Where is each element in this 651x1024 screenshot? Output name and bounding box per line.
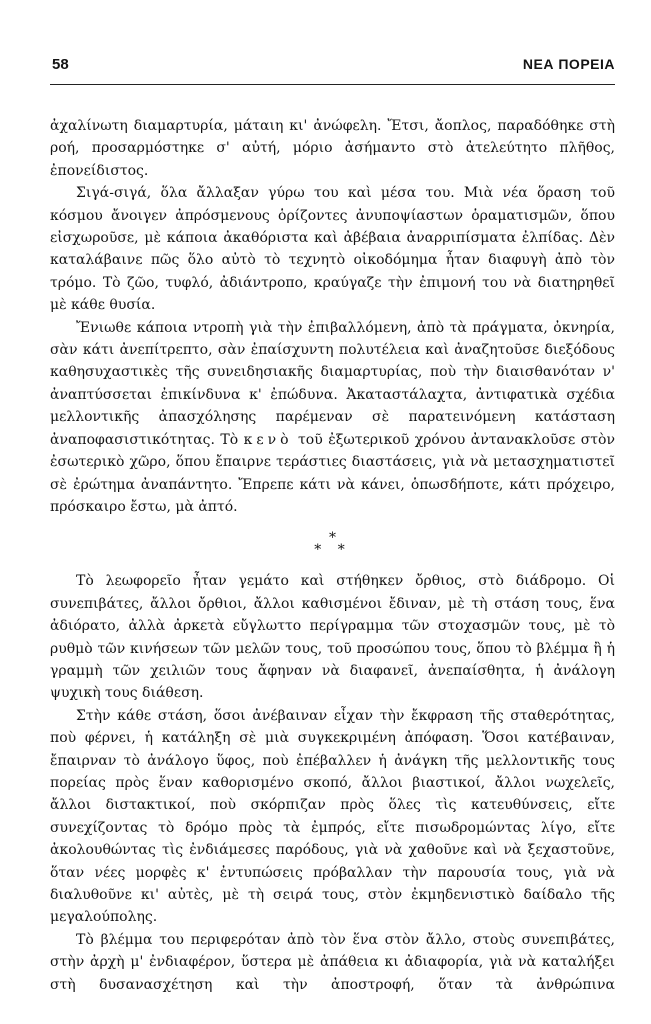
section-break	[50, 530, 615, 559]
paragraph-text: Ἔνιωθε κάποια ντροπὴ γιὰ τὴν ἐπιβαλλόμενη, ἀπὸ τὰ πράγματα, ὀκνηρία, σὰν κάτι ἀνεπίτρεπτο, σὰν ἐπαίσχυντη πολυτέλεια καὶ ἀναζητοῦσε διεξόδους καθησυχαστικὲς τῆς συνειδησιακῆς διαμαρτυρίας, ποὺ τὴν διαισθανόταν ν' ἀναπτύσσεται ἐπικίνδυνα κ' ἐπώδυνα. Ἀκαταστάλαχτα, ἀντιφατικὰ σχέδια μελλοντικῆς ἀπασχόλησης παρέμεναν σὲ παρατεινόμενη κατάσταση ἀναποφασιστικότητας. Τὸ	[50, 319, 615, 448]
paragraph	[50, 115, 615, 182]
paragraph	[50, 182, 615, 316]
paragraph-text: Τὸ λεωφορεῖο ἦταν γεμάτο καὶ στήθηκεν ὄρθιος, στὸ διάδρομο. Οἱ συνεπιβάτες, ἄλλοι ὄρθιοι, ἄλλοι καθισμένοι ἔδιναν, μὲ τὴ στάση τους, ἕνα ἀδιόρατο, ἀλλὰ ἀρκετὰ εὔγλωττο περίγραμμα τῶν στοχασμῶν τους, μὲ τὸ ρυθμὸ τῶν κινήσεων τῶν μελῶν τους, τοῦ προσώπου τους, ὅπου τὸ βλέμμα ἢ ἡ γραμμὴ τῶν χειλιῶν τους ἄφηναν νὰ διαφανεῖ, ἀνεπαίσθητα, ἡ ἀνάλογη ψυχικὴ τους διάθεση.	[50, 573, 615, 702]
paragraph-text: Σιγά-σιγά, ὅλα ἄλλαξαν γύρω του καὶ μέσα του. Μιὰ νέα ὅραση τοῦ κόσμου ἄνοιγεν ἀπρόσμενους ὁρίζοντες ἀνυποψίαστων ὁραματισμῶν, ὅπου εἰσχωροῦσε, μὲ κάποια ἀκαθόριστα καὶ ἀβέβαια ἀναρριπίσματα ἐλπίδας. Δὲν καταλάβαινε πῶς ὅλο αὐτὸ τὸ τεχνητὸ οἰκοδόμημα ἦταν διαφυγὴ ἀπὸ τὸν τρόμο. Τὸ ζῶο, τυφλό, ἀδιάντροπο, κραύγαζε τὴν ἐπιμονή του νὰ διατηρηθεῖ μὲ κάθε θυσία.	[50, 185, 615, 314]
section-break-star-top: *	[329, 530, 336, 547]
paragraph	[50, 570, 615, 704]
spaced-word: κενὸ	[243, 431, 293, 448]
running-head	[50, 56, 615, 85]
paragraph-text: Τὸ βλέμμα του περιφερόταν ἀπὸ τὸν ἕνα στὸν ἄλλο, στοὺς συνεπιβάτες, στὴν ἀρχὴ μ' ἐνδιαφέρον, ὕστερα μὲ ἀπάθεια κι ἀδιαφορία, γιὰ νὰ καταλήξει στὴ δυσανασχέτηση καὶ τὴν ἀποστροφή, ὅταν τὰ ἀνθρώπινα	[50, 931, 615, 993]
paragraph	[50, 929, 615, 996]
page-number: 58	[52, 56, 69, 73]
paragraph	[50, 705, 615, 929]
body-text	[50, 115, 615, 996]
paragraph-text: τοῦ ἐξωτερικοῦ χρόνου ἀντανακλοῦσε στὸν ἐσωτερικὸ χῶρο, ὅπου ἔπαιρνε τεράστιες διαστάσεις, γιὰ νὰ μετασχηματιστεῖ σὲ ἐρώτημα ἀναπάντητο. Ἔπρεπε κάτι νὰ κάνει, ὁπωσδήποτε, κάτι πρόχειρο, πρόσκαιρο ἔστω, μὰ ἀπτό.	[50, 431, 615, 515]
paragraph-text: Στὴν κάθε στάση, ὅσοι ἀνέβαιναν εἶχαν τὴν ἔκφραση τῆς σταθερότητας, ποὺ φέρνει, ἡ κατάληξη σὲ μιὰ συγκεκριμένη ἀπόφαση. Ὅσοι κατέβαιναν, ἔπαιρναν τὸ ἀνάλογο ὕφος, ποὺ ἐπέβαλλεν ἡ ἀνάγκη τῆς μελλοντικῆς τους πορείας πρὸς ἕναν καθορισμένο σκοπό, ἄλλοι βιαστικοί, ἄλλοι νωχελεῖς, ἄλλοι διστακτικοί, ποὺ σκόρπιζαν πρὸς ὅλες τὶς κατευθύνσεις, εἴτε συνεχίζοντας τὸ δρόμο πρὸς τὰ ἐμπρός, εἴτε πισωδρομώντας λίγο, εἴτε ἀκολουθώντας τὶς ἐνδιάμεσες παρόδους, γιὰ νὰ χαθοῦνε καὶ νὰ ξεχαστοῦνε, ὅταν νέες μορφὲς κ' ἐντυπώσεις πρόβαλλαν τὴν παρουσία τους, γιὰ νὰ διαλυθοῦνε κι' αὐτὲς, μὲ τὴ σειρά τους, στὸν ἐκμηδενιστικὸ δαίδαλο τῆς μεγαλούπολης.	[50, 707, 615, 926]
section-break-star-bottom: * *	[314, 542, 351, 559]
paragraph-text: ἀχαλίνωτη διαμαρτυρία, μάταιη κι' ἀνώφελη. Ἔτσι, ἄοπλος, παραδόθηκε στὴ ροή, προσαρμόστηκε σ' αὐτή, μόριο ἀσήμαντο στὸ ἀτελεύτητο πλῆθος, ἐπονείδιστος.	[50, 118, 615, 179]
journal-title: ΝΕΑ ΠΟΡΕΙΑ	[522, 56, 615, 72]
paragraph	[50, 317, 615, 519]
